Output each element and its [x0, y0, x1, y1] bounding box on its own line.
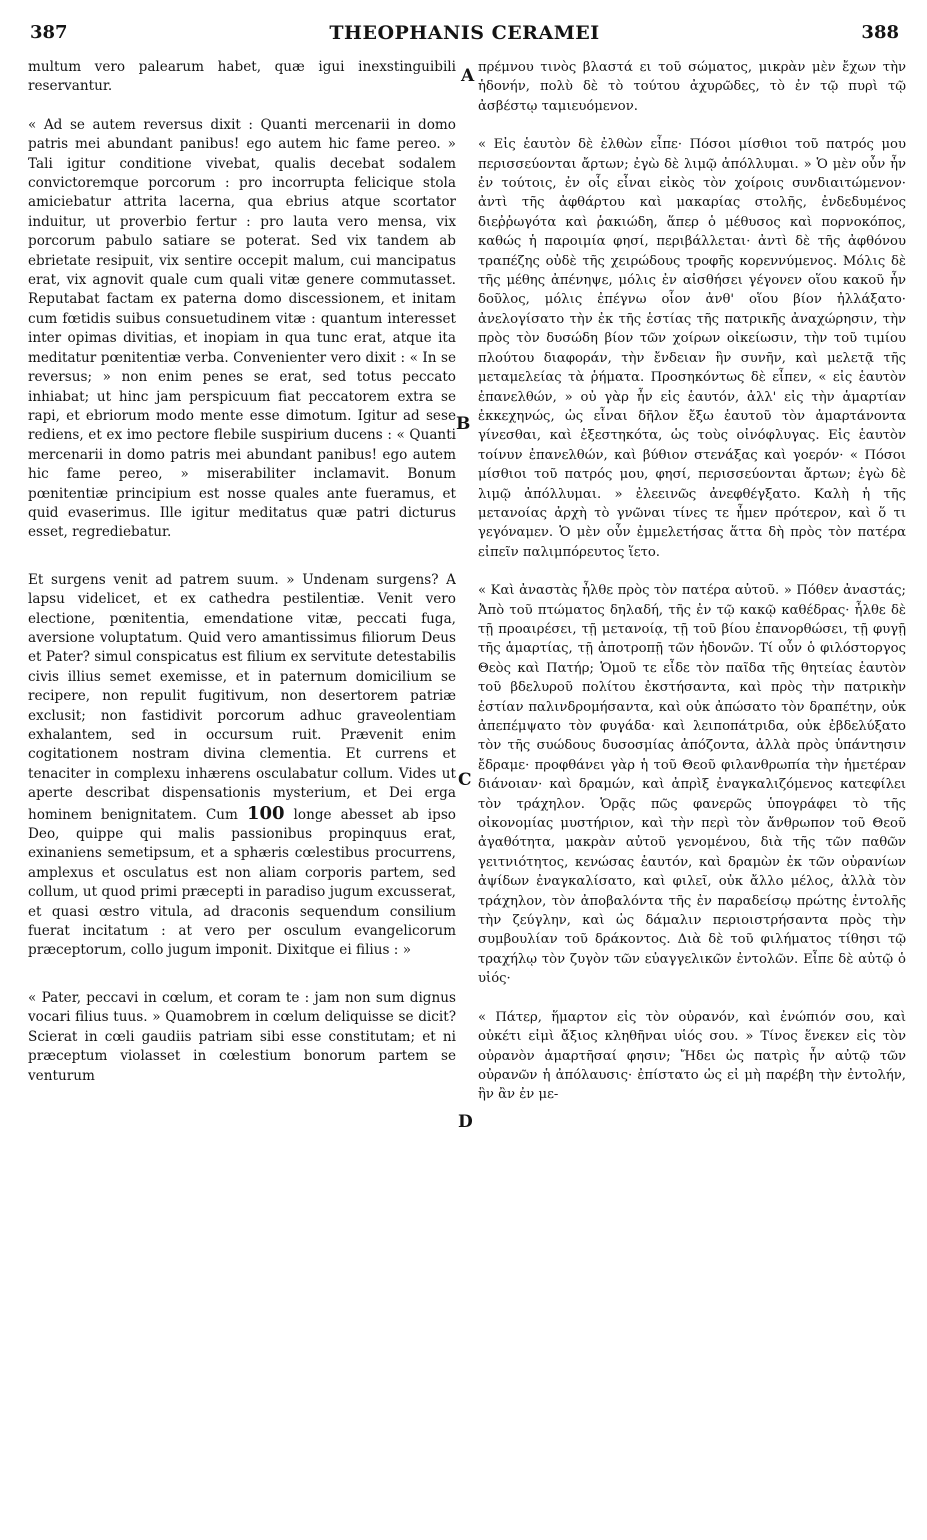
page-number-left: 387 — [30, 22, 68, 43]
greek-column — [478, 58, 906, 1510]
greek-paragraph: « Καὶ ἀναστὰς ἦλθε πρὸς τὸν πατέρα αὐτοῦ. » Πόθεν ἀναστάς; Ἀπὸ τοῦ πτώματος δηλαδή, τῆς ἐν τῷ κακῷ καθέδρας· ἦλθε δὲ τῇ προαιρέσει, τῇ μετανοίᾳ, τῇ τοῦ βίου ἐπανορθώσει, τῇ φυγῇ τῆς ἁμαρτίας, τῇ ἀποτροπῇ τῶν ἡδονῶν. Τί οὖν ὁ φιλόστοργος Θεὸς καὶ Πατήρ; Ὁμοῦ τε εἶδε τὸν παῖδα τῆς θητείας ἑαυτὸν τοῦ βδελυροῦ πολίτου ἐκστήσαντα, καὶ πρὸς τὴν πατρικὴν ἑστίαν παλινδρομήσαντα, καὶ οὐκ ἀπώσατο τὸν δραπέτην, οὐκ ἀπεπέμψατο τὸν φυγάδα· καὶ λειποπάτριδα, οὐκ ἐβδελύξατο τὸν τῆς συώδους δυσοσμίας ἀπόζοντα, ἀλλὰ πρὸς ὑπάντησιν ἔδραμε· προφθάνει γὰρ ἡ τοῦ Θεοῦ φιλανθρωπία τὴν ἡμετέραν διάνοιαν· καὶ δραμών, καὶ ἀπρὶξ ἐναγκαλιζόμενος κατεφίλει τὸν τράχηλον. Ὁρᾷς πῶς φανερῶς ὑπογράφει τὸ τῆς οἰκονομίας μυστήριον, καὶ τὴν περὶ τὸν ἄνθρωπον τοῦ Θεοῦ ἀγαθότητα, μακρὰν αὐτοῦ γενομένου, διὰ τῆς τῶν παθῶν γειτνιότητος, κενώσας ἑαυτόν, καὶ δραμὼν ἐκ τῶν οὐρανίων ἀψίδων ἐναγκαλίσατο, καὶ φιλεῖ, οὐκ ἄλλο μέλος, ἀλλὰ τὸν τράχηλον, τὸν ἀποβαλόντα τῆς ἐν παραδείσῳ πρώτης ἐντολῆς τὴν ζεύγλην, καὶ ὡς δάμαλιν περιοιστρήσαντα πρὸς τὴν συμβουλίαν τοῦ δράκοντος. Διὰ δὲ τοῦ φιλήματος τίθησι τῷ τραχήλῳ τὸν ζυγὸν τῶν εὐαγγελικῶν ἐντολῶν. Εἶπε δὲ αὐτῷ ὁ υἱός· — [478, 583, 906, 987]
latin-paragraph: multum vero palearum habet, quæ igui inexstinguibili reservantur. — [28, 59, 456, 95]
margin-letter-d: D — [458, 1112, 473, 1132]
margin-letter-b: B — [456, 414, 471, 434]
latin-paragraph — [28, 571, 456, 961]
running-title: THEOPHANIS CERAMEI — [329, 22, 600, 44]
margin-letter-a: A — [461, 66, 475, 86]
page-number-right: 388 — [861, 22, 899, 43]
latin-paragraph: « Pater, peccavi in cœlum, et coram te : jam non sum dignus vocari filius tuus. » Quamobrem in cœlum deliquisse se dicit? Scierat in cœli gaudiis patriam sibi esse constitutam; et ni præceptum violasset in cœlestium bonorum partem se venturum — [28, 989, 456, 1084]
greek-paragraph: πρέμνου τινὸς βλαστά ει τοῦ σώματος, μικρὰν μὲν ἔχων τὴν ἡδονήν, πολὺ δὲ τὸ τούτου ἀχυρῶδες, τὸ ἐν τῷ πυρὶ τῷ ἀσβέστῳ ταμιευόμενον. — [478, 60, 906, 114]
latin-column — [28, 58, 456, 1510]
running-header — [30, 22, 899, 48]
greek-paragraph: « Πάτερ, ἥμαρτον εἰς τὸν οὐρανόν, καὶ ἐνώπιόν σου, καὶ οὐκέτι εἰμὶ ἄξιος κληθῆναι υἱός σου. » Τίνος ἕνεκεν εἰς τὸν οὐρανὸν ἁμαρτῆσαί φησιν; Ἤδει ὡς πατρὶς ἦν αὐτῷ τῶν οὐρανῶν ἡ ἀπόλαυσις· ἐπίστατο ὡς εἰ μὴ παρέβη τὴν ἐντολήν, ἣν ἂν ἐν με- — [478, 1009, 906, 1103]
latin-paragraph: « Ad se autem reversus dixit : Quanti mercenarii in domo patris mei abundant panibus! ego autem hic fame pereo. » Tali igitur conditione vivebat, qualis decebat sodalem convictoremque porcorum : pro incorrupta felicique stola amiciebatur attrita lacerna, qua ebrius atque scortator induitur, ut proverbio fertur : pro lauta vero mensa, vix porcorum pabulo satiare se poterat. Sed vix tandem ab ebrietate resipuit, vix sentire occepit malum, cui mancipatus erat, vix agnovit quale cum quali vitæ genere commutasset. Reputabat factam ex paterna domo discessionem, et initam cum fœtidis suibus consuetudinem vitæ : quantum interesset inter opimas divitias, et inopiam in qua tunc erat, atque ita meditatur pœnitentiæ verba. Convenienter vero dixit : « In se reversus; » non enim penes se erat, sed totus peccato inhiabat; ut hinc jam perspicuum fiat peccatorem extra se rapi, et ebriorum modo mente esse dimotum. Igitur ad sese rediens, et ex imo pectore flebile suspirium ducens : « Quanti mercenarii in domo patris mei abundant panibus! ego autem hic fame pereo, » miserabiliter inclamavit. Bonum pœnitentiæ principium est nosse quales ante fueramus, et quid evaserimus. Ille igitur meditatus quæ patri dicturus esset, regrediebatur. — [28, 116, 456, 541]
migne-column-number: 100 — [246, 802, 285, 824]
greek-paragraph: « Εἰς ἑαυτὸν δὲ ἐλθὼν εἶπε· Πόσοι μίσθιοι τοῦ πατρός μου περισσεύονται ἄρτων; ἐγὼ δὲ λιμῷ ἀπόλλυμαι. » Ὁ μὲν οὖν ἦν ἐν τούτοις, ἐν οἷς εἶναι εἰκὸς τὸν χοίροις συνδιαιτώμενον· ἀντὶ τῆς ἀφθάρτου καὶ μακαρίας στολῆς, ἐνδεδυμένος διεῤῥωγότα καὶ ῥακιώδη, ἅπερ ὁ μέθυσος καὶ πορνοκόπος, καθώς ἡ παροιμία φησί, περιβάλλεται· ἀντὶ δὲ τῆς ἀφθόνου τραπέζης οὐδὲ τῆς χειρώδους τροφῆς κορεννύμενος. Μόλις δὲ τῆς μέθης ἀπένηψε, μόλις ἐν αἰσθήσει γέγονεν οἵου κακοῦ ἦν δοῦλος, μόλις ἐπέγνω οἷον ἀνθ' οἵου βίον ἠλλάξατο· ἀνελογίσατο τὴν ἐκ τῆς ἑστίας τῆς πατρικῆς ἀναχώρησιν, τὴν πρὸς τὸν δυσώδη βίον τῶν χοίρων οἰκείωσιν, τὴν τοῦ τιμίου πλούτου διαφοράν, τὴν ἔνδειαν ἣν συνῆν, καὶ μελετᾷ τῆς μεταμελείας τὰ ῥήματα. Προσηκόντως δὲ εἶπεν, « εἰς ἑαυτὸν ἐπανελθών, » οὐ γὰρ ἦν εἰς ἑαυτόν, ἀλλ' εἰς τὴν ἁμαρτίαν ἐκκεχηνώς, ὡς εἶναι δῆλον ἔξω ἑαυτοῦ τὸν ἁμαρτάνοντα γίνεσθαι, καὶ ἐξεστηκότα, ὡς τοὺς οἰνόφλυγας. Εἰς ἑαυτὸν τοίνυν ἐπανελθών, καὶ βύθιον στενάξας καὶ γοερόν· « Πόσοι μίσθιοι τοῦ πατρός μου, φησί, περισσεύονται ἄρτων; ἐγὼ δὲ λιμῷ ἀπόλλυμαι. » ἐλεεινῶς ἀνεφθέγξατο. Καλὴ ἡ τῆς μετανοίας ἀρχὴ τὸ γνῶναι τίνες τε ἦμεν πρότερον, καὶ ὅ τι γεγόναμεν. Ὁ μὲν οὖν ἐμμελετήσας ἅττα δὴ πρὸς τὸν πατέρα εἰπεῖν παλιμπόρευτος ἵετο. — [478, 137, 906, 560]
latin-text: Et surgens venit ad patrem suum. » Undenam surgens? A lapsu videlicet, et ex cathedra pestilentiæ. Venit vero electione, pœnitentia, emendatione vitæ, peccati fuga, aversione voluptatum. Quid vero amantissimus filiorum Deus et Pater? simul conspicatus est filium ex servitute detestabilis civis illius semet exemisse, et in paternum domicilium se recipere, non repulit fugitivum, non desertorem patriæ exclusit; non fastidivit porcorum adhuc graveolentiam exhalantem, sed in occursum ruit. Prævenit enim cogitationem nostram divina clementia. Et currens et tenaciter in complexu inhærens osculabatur collum. Vides ut aperte describat dispensationis mysterium, et Dei erga hominem benignitatem. Cum — [28, 571, 456, 823]
margin-letter-c: C — [458, 770, 472, 790]
latin-text: longe abesset ab ipso Deo, quippe qui malis passionibus propinquus erat, exinaniens semetipsum, et a sphæris cœlestibus procurrens, amplexus et osculatus est non aliam corporis partem, sed collum, ut quod primi præcepti in paradiso jugum excusserat, et quasi œstro vitula, ad draconis sequendum consilium fuerat incitatum : at vero per osculum evangelicorum præceptorum, collo jugum imponit. Dixitque ei filius : » — [28, 806, 456, 959]
